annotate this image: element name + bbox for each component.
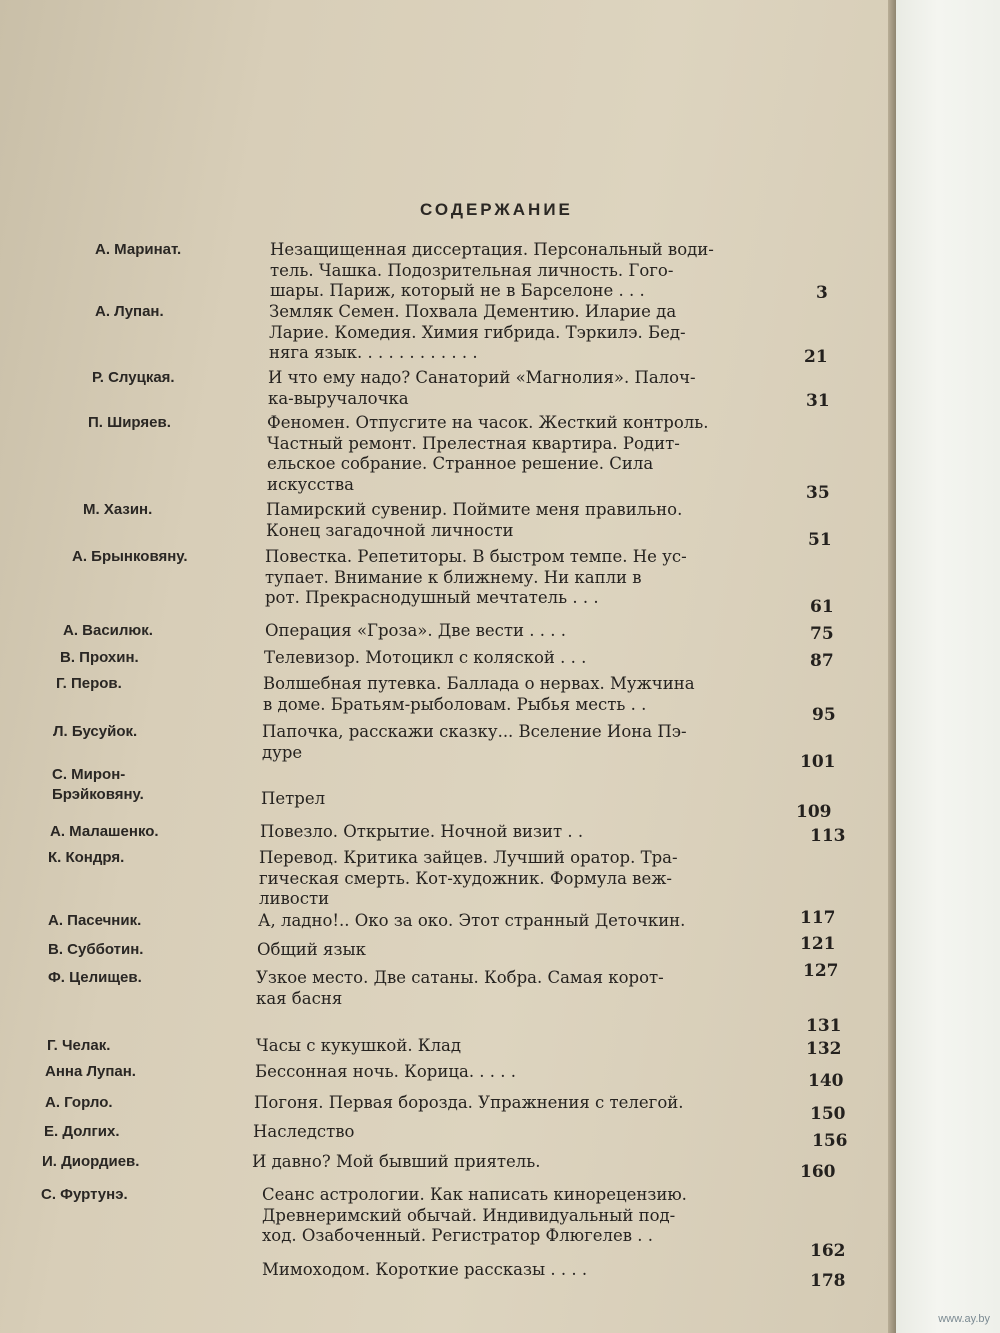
page-number: 113 bbox=[810, 826, 846, 846]
author-line: Брэйковяну. bbox=[52, 786, 144, 803]
page-number: 131 bbox=[806, 1016, 842, 1036]
title-line: И давно? Мой бывший приятель. bbox=[252, 1152, 541, 1171]
entry-titles bbox=[265, 547, 785, 609]
title-line: Бессонная ночь. Корица. . . . . bbox=[255, 1062, 517, 1081]
author-line: А. Горло. bbox=[45, 1094, 113, 1111]
page-number: 150 bbox=[810, 1104, 846, 1124]
title-line: ливости bbox=[259, 889, 330, 908]
page-number: 3 bbox=[816, 283, 828, 303]
entry-titles bbox=[257, 940, 777, 961]
entry-titles bbox=[269, 302, 789, 364]
title-line: искусства bbox=[267, 474, 354, 494]
page-edge bbox=[888, 0, 896, 1333]
author-line: В. Субботин. bbox=[48, 941, 144, 958]
title-line: Повестка. Репетиторы. В быстром темпе. Не ус- bbox=[265, 547, 687, 566]
entry-titles bbox=[266, 500, 786, 541]
author-line: Г. Перов. bbox=[56, 675, 122, 692]
title-line: Наследство bbox=[253, 1122, 355, 1141]
page-number: 75 bbox=[810, 624, 834, 644]
page-number: 156 bbox=[812, 1131, 848, 1151]
entry-author bbox=[42, 1152, 139, 1172]
page-number: 51 bbox=[808, 530, 832, 550]
title-line: Папочка, расскажи сказку... Вселение Иона Пэ- bbox=[262, 722, 687, 741]
title-line: Частный ремонт. Прелестная квартира. Родит- bbox=[267, 433, 680, 453]
entry-titles bbox=[256, 1036, 776, 1057]
entry-titles bbox=[264, 648, 784, 669]
title-line: А, ладно!.. Око за око. Этот странный Деточкин. bbox=[258, 911, 686, 930]
entry-author bbox=[92, 368, 175, 388]
entry-author bbox=[47, 1036, 110, 1056]
author-line: С. Мирон- bbox=[52, 766, 126, 783]
author-line: Л. Бусуйок. bbox=[53, 723, 138, 740]
author-line: С. Фуртунэ. bbox=[41, 1186, 128, 1203]
entry-author bbox=[95, 302, 164, 322]
page-number: 178 bbox=[810, 1271, 846, 1291]
title-line: Узкое место. Две сатаны. Кобра. Самая корот- bbox=[256, 968, 664, 987]
title-line: Ларие. Комедия. Химия гибрида. Тэркилэ. Бед- bbox=[269, 322, 686, 342]
author-line: А. Василюк. bbox=[63, 622, 153, 639]
author-line: А. Лупан. bbox=[95, 303, 164, 320]
author-line: А. Пасечник. bbox=[48, 912, 142, 929]
title-line: Общий язык bbox=[257, 940, 366, 959]
title-line: Петрел bbox=[261, 789, 326, 808]
author-line: Ф. Целищев. bbox=[48, 969, 142, 986]
entry-titles bbox=[256, 968, 776, 1009]
page-number: 35 bbox=[806, 483, 830, 503]
page-number: 61 bbox=[810, 597, 834, 617]
entry-titles bbox=[261, 789, 781, 810]
title-line: Земляк Семен. Похвала Дементию. Иларие да bbox=[269, 302, 677, 321]
entry-titles bbox=[265, 621, 785, 642]
entry-author bbox=[50, 822, 159, 842]
author-line: И. Диордиев. bbox=[42, 1153, 140, 1170]
title-line: няга язык. . . . . . . . . . . . bbox=[269, 343, 478, 362]
entry-titles bbox=[270, 240, 790, 302]
entry-author bbox=[48, 940, 143, 960]
title-line: Сеанс астрологии. Как написать кинорецензию. bbox=[262, 1185, 687, 1204]
entry-author bbox=[53, 722, 137, 742]
entry-author bbox=[52, 765, 144, 805]
author-line: А. Брынковяну. bbox=[72, 548, 188, 565]
title-line: в доме. Братьям-рыболовам. Рыбья месть . . bbox=[263, 694, 647, 714]
author-line: К. Кондря. bbox=[48, 849, 125, 866]
title-line: кая басня bbox=[256, 988, 343, 1008]
page-number: 109 bbox=[796, 802, 832, 822]
title-line: тель. Чашка. Подозрительная личность. Гого- bbox=[270, 260, 674, 280]
page-number: 101 bbox=[800, 752, 836, 772]
entry-titles bbox=[255, 1062, 775, 1083]
entry-author bbox=[95, 240, 181, 260]
page-number: 132 bbox=[806, 1039, 842, 1059]
title-line: И что ему надо? Санаторий «Магнолия». Палоч- bbox=[268, 368, 696, 387]
title-line: Часы с кукушкой. Клад bbox=[256, 1036, 462, 1055]
title-line: Волшебная путевка. Баллада о нервах. Мужчина bbox=[263, 674, 695, 693]
title-line: Древнеримский обычай. Индивидуальный под- bbox=[262, 1205, 676, 1225]
title-line: Феномен. Отпусгите на часок. Жесткий контроль. bbox=[267, 413, 709, 432]
entry-author bbox=[44, 1122, 120, 1142]
entry-titles bbox=[254, 1093, 774, 1114]
entry-author bbox=[41, 1185, 128, 1205]
title-line: ка-выручалочка bbox=[268, 388, 409, 408]
title-line: Перевод. Критика зайцев. Лучший оратор. Тра- bbox=[259, 848, 678, 867]
facing-page bbox=[896, 0, 1000, 1333]
entry-titles bbox=[253, 1122, 773, 1143]
title-line: Памирский сувенир. Поймите меня правильно. bbox=[266, 500, 683, 519]
entry-titles bbox=[268, 368, 788, 409]
entry-author bbox=[45, 1093, 113, 1113]
page-number: 140 bbox=[808, 1071, 844, 1091]
entry-titles bbox=[262, 1185, 782, 1247]
page-number: 121 bbox=[800, 934, 836, 954]
page-number: 31 bbox=[806, 391, 830, 411]
entry-titles bbox=[260, 822, 780, 843]
author-line: А. Малашенко. bbox=[50, 823, 159, 840]
author-line: Анна Лупан. bbox=[45, 1063, 136, 1080]
page-number: 21 bbox=[804, 347, 828, 367]
entry-titles bbox=[263, 674, 783, 715]
title-line: Телевизор. Мотоцикл с коляской . . . bbox=[264, 648, 587, 667]
title-line: Погоня. Первая борозда. Упражнения с телегой. bbox=[254, 1093, 684, 1112]
title-line: Повезло. Открытие. Ночной визит . . bbox=[260, 822, 584, 841]
title-line: Конец загадочной личности bbox=[266, 520, 514, 540]
author-line: Р. Слуцкая. bbox=[92, 369, 175, 386]
page-number: 87 bbox=[810, 651, 834, 671]
title-line: ельское собрание. Странное решение. Сила bbox=[267, 454, 654, 473]
entry-author bbox=[72, 547, 187, 567]
title-line: рот. Прекраснодушный мечтатель . . . bbox=[265, 588, 599, 607]
title-line: ход. Озабоченный. Регистратор Флюгелев . . bbox=[262, 1226, 654, 1245]
page-title: СОДЕРЖАНИЕ bbox=[420, 200, 573, 219]
entry-titles bbox=[258, 911, 778, 932]
entry-author bbox=[56, 674, 122, 694]
author-line: А. Маринат. bbox=[95, 241, 182, 258]
page-number: 117 bbox=[800, 908, 836, 928]
author-line: М. Хазин. bbox=[83, 501, 153, 518]
author-line: В. Прохин. bbox=[60, 649, 139, 666]
entry-titles bbox=[262, 722, 782, 763]
entry-author bbox=[83, 500, 152, 520]
entry-author bbox=[88, 413, 171, 433]
entry-author bbox=[48, 911, 141, 931]
title-line: дуре bbox=[262, 742, 303, 762]
page-number: 127 bbox=[803, 961, 839, 981]
page-number: 162 bbox=[810, 1241, 846, 1261]
author-line: Е. Долгих. bbox=[44, 1123, 120, 1140]
entry-author bbox=[48, 848, 124, 868]
entry-titles bbox=[252, 1152, 772, 1173]
entry-titles bbox=[262, 1260, 782, 1281]
title-line: гическая смерть. Кот-художник. Формула веж- bbox=[259, 868, 672, 888]
title-line: шары. Париж, который не в Барселоне . . . bbox=[270, 281, 645, 300]
watermark: www.ay.by bbox=[938, 1313, 990, 1325]
title-line: тупает. Внимание к ближнему. Ни капли в bbox=[265, 567, 642, 587]
author-line: П. Ширяев. bbox=[88, 414, 171, 431]
entry-author bbox=[45, 1062, 136, 1082]
title-line: Мимоходом. Короткие рассказы . . . . bbox=[262, 1260, 588, 1279]
entry-titles bbox=[259, 848, 779, 910]
title-line: Операция «Гроза». Две вести . . . . bbox=[265, 621, 566, 640]
page-number: 95 bbox=[812, 705, 836, 725]
title-line: Незащищенная диссертация. Персональный води- bbox=[270, 240, 714, 259]
entry-titles bbox=[267, 413, 787, 495]
entry-author bbox=[60, 648, 139, 668]
page-number: 160 bbox=[800, 1162, 836, 1182]
author-line: Г. Челак. bbox=[47, 1037, 111, 1054]
entry-author bbox=[48, 968, 142, 988]
entry-author bbox=[63, 621, 153, 641]
